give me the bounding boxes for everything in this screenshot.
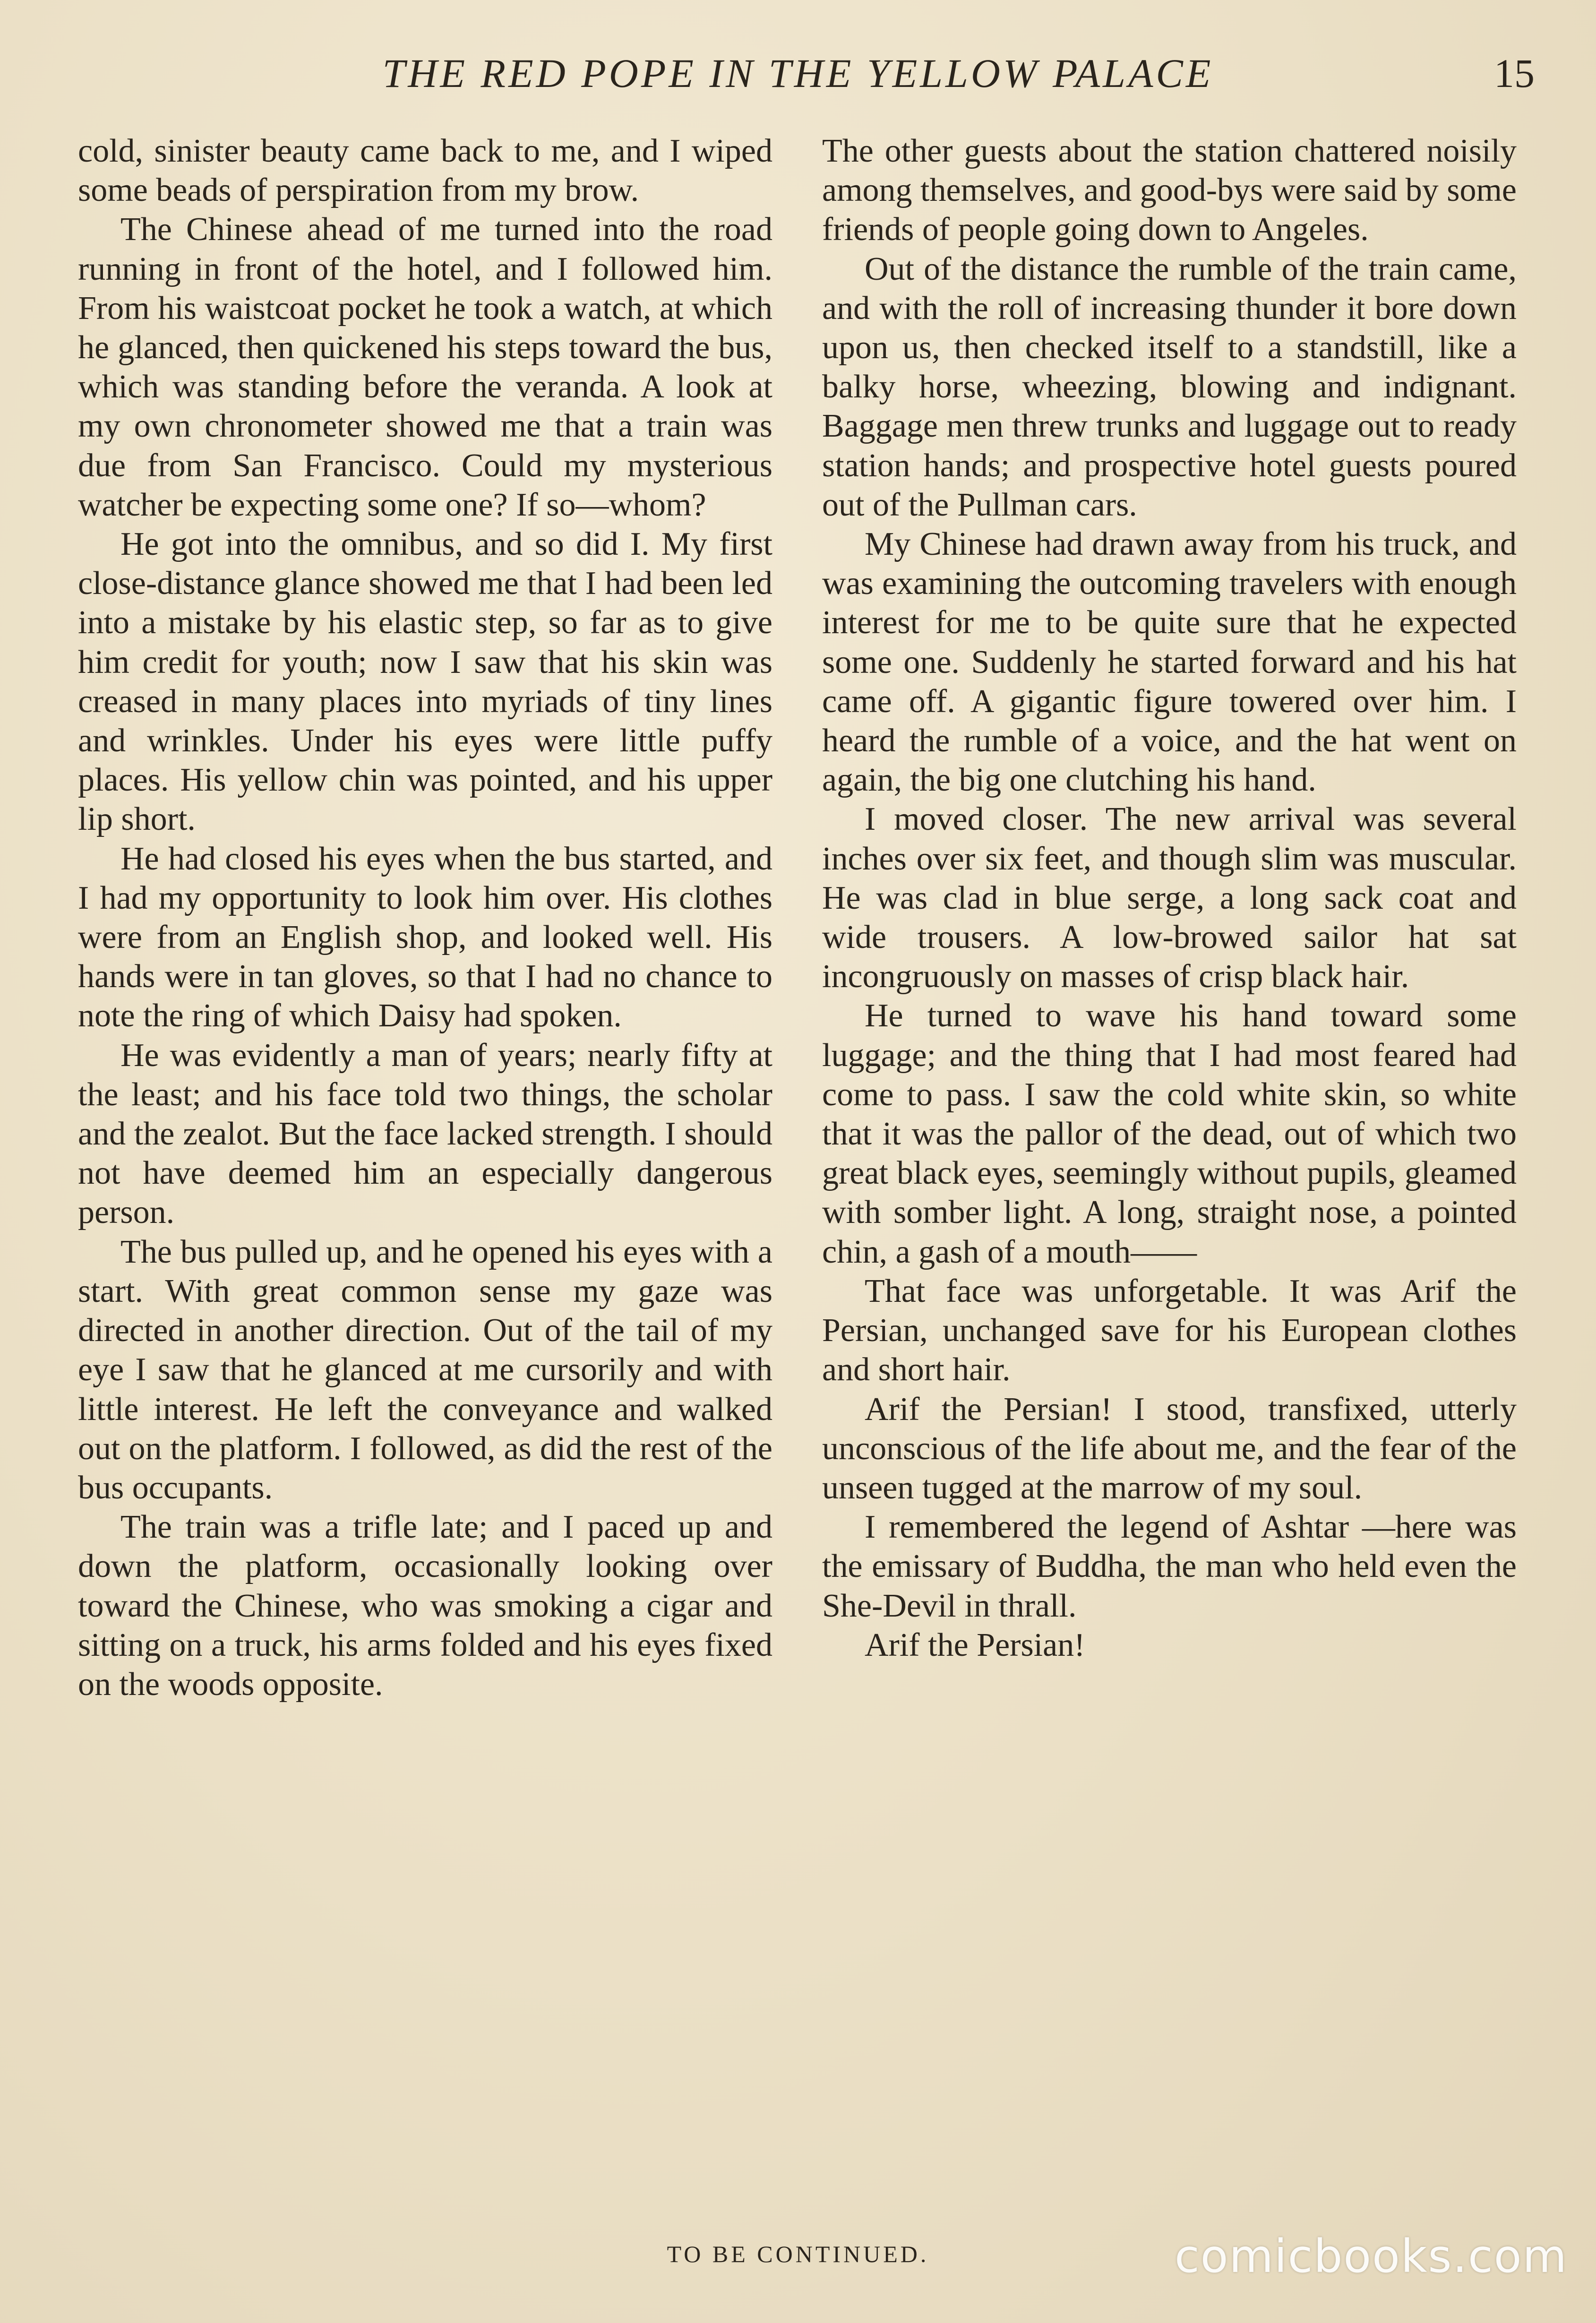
paragraph: He had closed his eyes when the bus started, and I had my opportunity to look him over. His clothes were from an English shop, and looked well. His hands were in tan gloves, so that I had no chance to note the ring of which Daisy had spoken.	[78, 840, 772, 1034]
paragraph: He was evidently a man of years; nearly fifty at the least; and his face told two things, the scholar and the zealot. But the face lacked strength. I should not have deemed him an especially dangerous person.	[78, 1037, 772, 1231]
right-column	[822, 131, 1517, 1665]
page-number: 15	[1494, 51, 1535, 96]
paragraph: That face was unforgetable. It was Arif the Persian, unchanged save for his European clothes and short hair.	[822, 1273, 1517, 1388]
paragraph: The train was a trifle late; and I paced up and down the platform, occasionally looking over toward the Chinese, who was smoking a cigar and sitting on a truck, his arms folded and his eyes fixed on the woods opposite.	[78, 1509, 772, 1703]
paragraph: Arif the Persian!	[865, 1626, 1085, 1663]
paragraph: cold, sinister beauty came back to me, and I wiped some beads of perspiration from my brow.	[78, 133, 772, 209]
watermark: comicbooks.com	[1174, 2230, 1568, 2283]
paragraph: Out of the distance the rumble of the train came, and with the roll of increasing thunder it bore down upon us, then checked itself to a standstill, like a balky horse, wheezing, blowing and indignant. Baggage men threw trunks and luggage out to ready station hands; and prospective hotel guests poured out of the Pullman cars.	[822, 250, 1517, 523]
paragraph: The bus pulled up, and he opened his eyes with a start. With great common sense my gaze was directed in another direction. Out of the tail of my eye I saw that he glanced at me cursorily and with little interest. He left the conveyance and walked out on the platform. I followed, as did the rest of the bus occupants.	[78, 1233, 772, 1506]
paragraph: I moved closer. The new arrival was several inches over six feet, and though slim was muscular. He was clad in blue serge, a long sack coat and wide trousers. A low-browed sailor hat sat incongruously on masses of crisp black hair.	[822, 801, 1517, 995]
paragraph: The other guests about the station chattered noisily among themselves, and good-bys were said by some friends of people going down to Angeles.	[822, 133, 1517, 248]
to-be-continued: TO BE CONTINUED.	[667, 2241, 929, 2267]
page-header	[71, 45, 1535, 102]
paragraph: The Chinese ahead of me turned into the road running in front of the hotel, and I followed him. From his waistcoat pocket he took a watch, at which he glanced, then quickened his steps toward the bus, which was standing before the veranda. A look at my own chronometer showed me that a train was due from San Francisco. Could my mysterious watcher be expecting some one? If so—whom?	[78, 211, 772, 523]
left-column	[78, 131, 772, 1704]
paragraph: I remembered the legend of Ashtar —here was the emissary of Buddha, the man who held even the She-Devil in thrall.	[822, 1509, 1517, 1624]
paragraph: Arif the Persian! I stood, transfixed, utterly unconscious of the life about me, and the fear of the unseen tugged at the marrow of my soul.	[822, 1391, 1517, 1506]
paragraph: He turned to wave his hand toward some luggage; and the thing that I had most feared had come to pass. I saw the cold white skin, so white that it was the pallor of the dead, out of which two great black eyes, seemingly without pupils, gleamed with somber light. A long, straight nose, a pointed chin, a gash of a mouth——	[822, 998, 1517, 1270]
running-title: THE RED POPE IN THE YELLOW PALACE	[382, 51, 1214, 96]
paragraph: He got into the omnibus, and so did I. My first close-distance glance showed me that I had been led into a mistake by his elastic step, so far as to give him credit for youth; now I saw that his skin was creased in many places into myriads of tiny lines and wrinkles. Under his eyes were little puffy places. His yellow chin was pointed, and his upper lip short.	[78, 526, 772, 838]
paragraph: My Chinese had drawn away from his truck, and was examining the outcoming travelers with enough interest for me to be quite sure that he expected some one. Suddenly he started forward and his hat came off. A gigantic figure towered over him. I heard the rumble of a voice, and the hat went on again, the big one clutching his hand.	[822, 526, 1517, 799]
